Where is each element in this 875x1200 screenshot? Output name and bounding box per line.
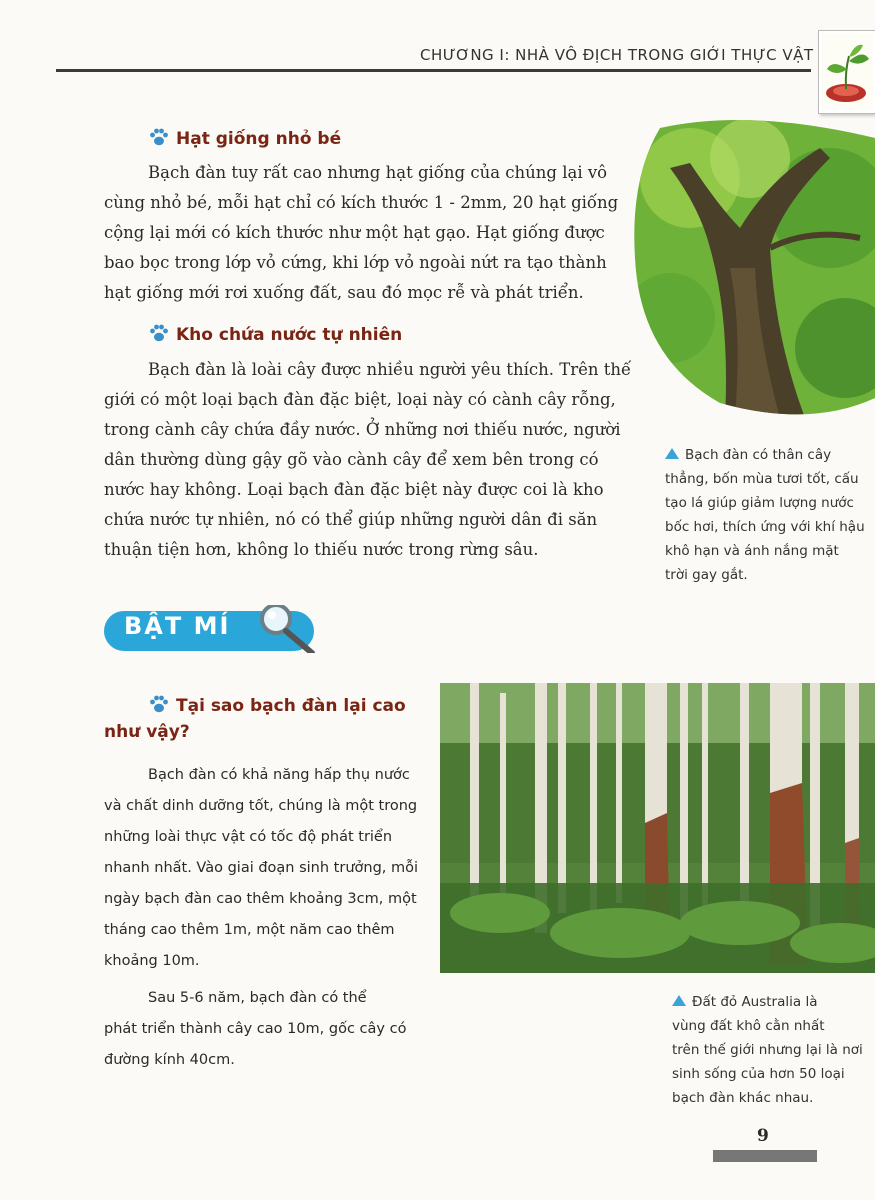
secret-badge-label: BẬT MÍ: [124, 612, 231, 640]
text-line: những loài thực vật có tốc độ phát triển: [104, 829, 393, 845]
paw-icon: [148, 322, 170, 344]
text-line: hạt giống mới rơi xuống đất, sau đó mọc rễ và phát triển.: [104, 283, 584, 302]
text-line: Bạch đàn tuy rất cao nhưng hạt giống của chúng lại vô: [148, 163, 608, 182]
caption-line: sinh sống của hơn 50 loại: [672, 1066, 845, 1082]
caption-line: bạch đàn khác nhau.: [672, 1090, 814, 1106]
eucalyptus-forest-photo: [440, 683, 875, 973]
section-body-height: [104, 760, 434, 1076]
section-body-water: [104, 355, 644, 565]
text-line: Bạch đàn là loài cây được nhiều người yêu thích. Trên thế: [148, 360, 632, 379]
caption-line: trời gay gắt.: [665, 567, 748, 583]
section-heading-height-cont: như vậy?: [104, 722, 190, 742]
page-number-bar: [713, 1150, 817, 1162]
text-line: giới có một loại bạch đàn đặc biệt, loại này có cành cây rỗng,: [104, 390, 616, 409]
caption-line: trên thế giới nhưng lại là nơi: [672, 1042, 863, 1058]
text-line: nước hay không. Loại bạch đàn đặc biệt này được coi là kho: [104, 480, 604, 499]
chapter-title: CHƯƠNG I: NHÀ VÔ ĐỊCH TRONG GIỚI THỰC VẬT: [420, 46, 814, 64]
text-line: đường kính 40cm.: [104, 1052, 235, 1068]
text-line: nhanh nhất. Vào giai đoạn sinh trưởng, mỗi: [104, 860, 419, 876]
text-line: bao bọc trong lớp vỏ cứng, khi lớp vỏ ngoài nứt ra tạo thành: [104, 253, 607, 272]
photo-caption-forest: [672, 990, 875, 1110]
text-line: dân thường dùng gậy gõ vào cành cây để xem bên trong có: [104, 450, 599, 469]
chapter-logo: [818, 30, 875, 114]
text-line: tháng cao thêm 1m, một năm cao thêm: [104, 922, 395, 938]
section-heading-text: Tại sao bạch đàn lại cao: [176, 696, 406, 716]
triangle-marker-icon: [672, 995, 686, 1006]
section-heading-text: Kho chứa nước tự nhiên: [176, 325, 403, 345]
text-line: khoảng 10m.: [104, 953, 200, 969]
text-line: ngày bạch đàn cao thêm khoảng 3cm, một: [104, 891, 417, 907]
caption-line: vùng đất khô cằn nhất: [672, 1018, 825, 1034]
section-body-seeds: [104, 158, 624, 308]
text-line: phát triển thành cây cao 10m, gốc cây có: [104, 1021, 407, 1037]
caption-text: Bạch đàn có thân cây: [685, 447, 832, 463]
section-heading-water: [148, 322, 402, 345]
header-rule: [56, 69, 811, 72]
caption-line: [672, 990, 875, 1014]
text-line: chứa nước tự nhiên, nó có thể giúp những người dân đi săn: [104, 510, 598, 529]
caption-line: bốc hơi, thích ứng với khí hậu: [665, 519, 865, 535]
caption-line: [665, 443, 875, 467]
caption-text: Đất đỏ Australia là: [692, 994, 818, 1010]
photo-caption-tree: [665, 443, 875, 587]
section-heading-seeds: [148, 126, 341, 149]
text-line: Sau 5-6 năm, bạch đàn có thể: [148, 990, 367, 1006]
caption-line: khô hạn và ánh nắng mặt: [665, 543, 839, 559]
text-line: cùng nhỏ bé, mỗi hạt chỉ có kích thước 1 - 2mm, 20 hạt giống: [104, 193, 619, 212]
caption-line: thẳng, bốn mùa tươi tốt, cấu: [665, 471, 859, 487]
text-line: Bạch đàn có khả năng hấp thụ nước: [148, 767, 410, 783]
text-line: trong cành cây chứa đầy nước. Ở những nơi thiếu nước, người: [104, 420, 621, 439]
paw-icon: [148, 126, 170, 148]
text-line: cộng lại mới có kích thước như một hạt gạo. Hạt giống được: [104, 223, 605, 242]
caption-line: tạo lá giúp giảm lượng nước: [665, 495, 854, 511]
text-line: thuận tiện hơn, không lo thiếu nước trong rừng sâu.: [104, 540, 539, 559]
triangle-marker-icon: [665, 448, 679, 459]
page-number: 9: [757, 1126, 769, 1146]
paw-icon: [148, 693, 170, 715]
section-heading-text: Hạt giống nhỏ bé: [176, 129, 342, 149]
section-heading-height: [148, 692, 428, 720]
eucalyptus-tree-photo: [630, 118, 875, 418]
text-line: và chất dinh dưỡng tốt, chúng là một trong: [104, 798, 418, 814]
